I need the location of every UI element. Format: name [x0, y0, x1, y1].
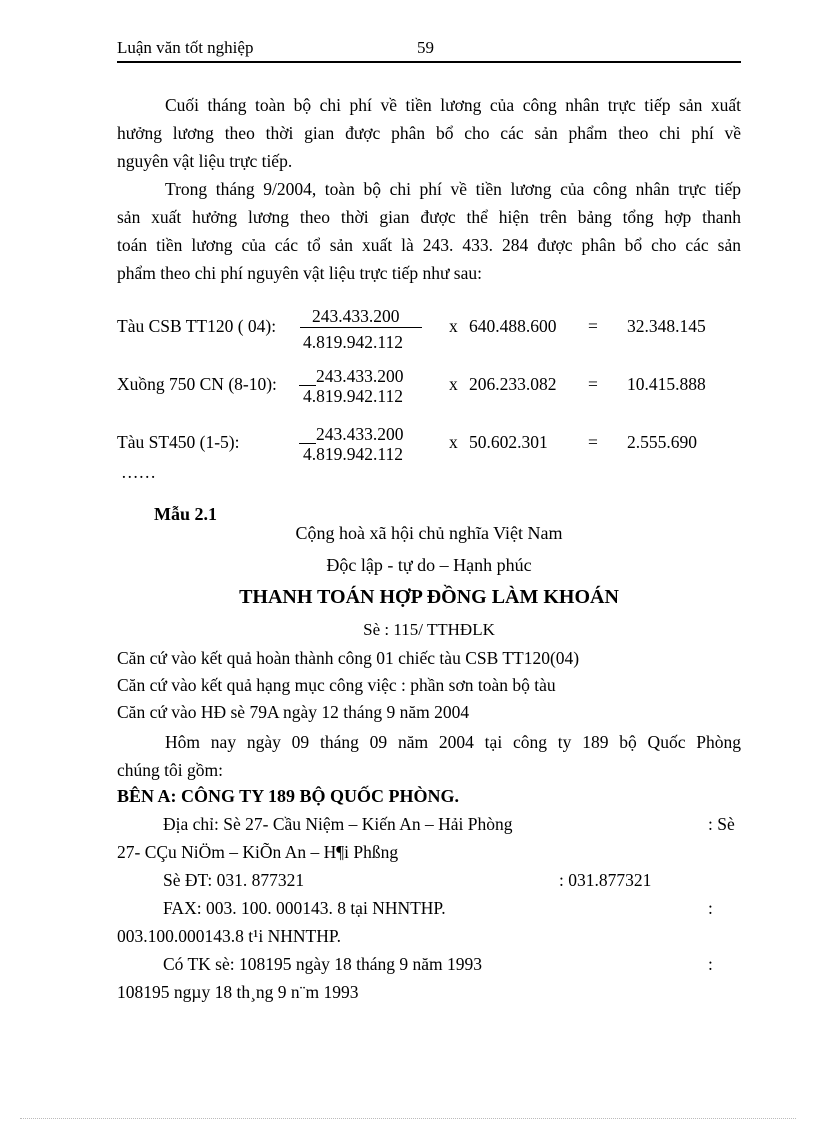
basis-line: Căn cứ vào HĐ sè 79A ngày 12 tháng 9 năm 2004 — [117, 702, 470, 722]
document-title: THANH TOÁN HỢP ĐỒNG LÀM KHOÁN — [239, 586, 619, 608]
phone-line: Sè ĐT: 031. 877321 — [163, 870, 305, 890]
equals-sign: = — [588, 432, 598, 452]
address-line-garbled: 27- CÇu NiÖm – KiÕn An – H¶i Phßng — [117, 842, 399, 862]
sample-label: Mẫu 2.1 — [154, 504, 217, 524]
phone-duplicate: : 031.877321 — [559, 870, 652, 890]
fraction-numerator: 243.433.200 — [316, 424, 404, 444]
ellipsis: …… — [121, 462, 156, 482]
account-line-garbled: 108195 ngµy 18 th¸ng 9 n¨m 1993 — [117, 982, 359, 1002]
national-title: Cộng hoà xã hội chủ nghĩa Việt Nam — [295, 523, 563, 543]
basis-line: Căn cứ vào kết quả hoàn thành công 01 chiếc tàu CSB TT120(04) — [117, 648, 580, 668]
paragraph-1-line: Cuối tháng toàn bộ chi phí về tiền lương của công nhân trực tiếp sản xuất — [165, 95, 741, 115]
national-motto: Độc lập - tự do – Hạnh phúc — [326, 555, 532, 575]
meeting-line: chúng tôi gồm: — [117, 760, 223, 780]
page-bottom-border — [20, 1118, 796, 1119]
paragraph-2-line: Trong tháng 9/2004, toàn bộ chi phí về tiền lương của công nhân trực tiếp — [165, 179, 741, 199]
address-line: Địa chỉ: Sè 27- Cầu Niệm – Kiến An – Hải Phòng — [163, 814, 513, 834]
fraction-denominator: 4.819.942.112 — [303, 386, 403, 406]
meeting-line: Hôm nay ngày 09 tháng 09 năm 2004 tại công ty 189 bộ Quốc Phòng — [165, 732, 741, 752]
fax-colon: : — [708, 898, 713, 918]
party-a-heading: BÊN A: CÔNG TY 189 BỘ QUỐC PHÒNG. — [117, 786, 460, 806]
equals-sign: = — [588, 374, 598, 394]
paragraph-2-line: sản xuất hưởng lương theo thời gian được thể hiện trên bảng tổng hợp thanh — [117, 207, 741, 227]
fax-line-garbled: 003.100.000143.8 t¹i NHNTHP. — [117, 926, 342, 946]
allocation-result: 2.555.690 — [627, 432, 697, 452]
meeting-paragraph — [117, 728, 741, 784]
times-sign: x — [449, 432, 458, 452]
header-divider — [117, 61, 741, 63]
allocation-label: Tàu CSB TT120 ( 04): — [117, 316, 277, 336]
paragraph-1-line: hưởng lương theo thời gian được phân bổ cho các sản phẩm theo chi phí về — [117, 123, 741, 143]
allocation-label: Xuồng 750 CN (8-10): — [117, 374, 277, 394]
fraction-bar — [300, 327, 422, 328]
fraction-denominator: 4.819.942.112 — [303, 332, 403, 352]
allocation-result: 32.348.145 — [627, 316, 706, 336]
fraction-numerator: 243.433.200 — [312, 306, 400, 326]
header-title: Luận văn tốt nghiệp — [117, 38, 254, 57]
allocation-base: 206.233.082 — [469, 374, 557, 394]
paragraph-2-line: toán tiền lương của các tổ sản xuất là 243. 433. 284 được phân bổ cho các sản — [117, 235, 741, 255]
equals-sign: = — [588, 316, 598, 336]
basis-line: Căn cứ vào kết quả hạng mục công việc : phần sơn toàn bộ tàu — [117, 675, 556, 695]
paragraph-2-line: phẩm theo chi phí nguyên vật liệu trực tiếp như sau: — [117, 263, 482, 283]
fraction-numerator: 243.433.200 — [316, 366, 404, 386]
address-colon: : Sè — [708, 814, 735, 834]
allocation-base: 640.488.600 — [469, 316, 557, 336]
account-colon: : — [708, 954, 713, 974]
allocation-base: 50.602.301 — [469, 432, 548, 452]
times-sign: x — [449, 316, 458, 336]
account-line: Có TK sè: 108195 ngày 18 tháng 9 năm 1993 — [163, 954, 483, 974]
document-number: Sè : 115/ TTHĐLK — [363, 620, 495, 639]
paragraph-2 — [117, 175, 741, 287]
fax-line: FAX: 003. 100. 000143. 8 tại NHNTHP. — [163, 898, 446, 918]
paragraph-1-line: nguyên vật liệu trực tiếp. — [117, 151, 293, 171]
paragraph-1 — [117, 91, 741, 175]
times-sign: x — [449, 374, 458, 394]
page-number: 59 — [417, 38, 434, 57]
allocation-result: 10.415.888 — [627, 374, 706, 394]
allocation-label: Tàu ST450 (1-5): — [117, 432, 240, 452]
fraction-denominator: 4.819.942.112 — [303, 444, 403, 464]
